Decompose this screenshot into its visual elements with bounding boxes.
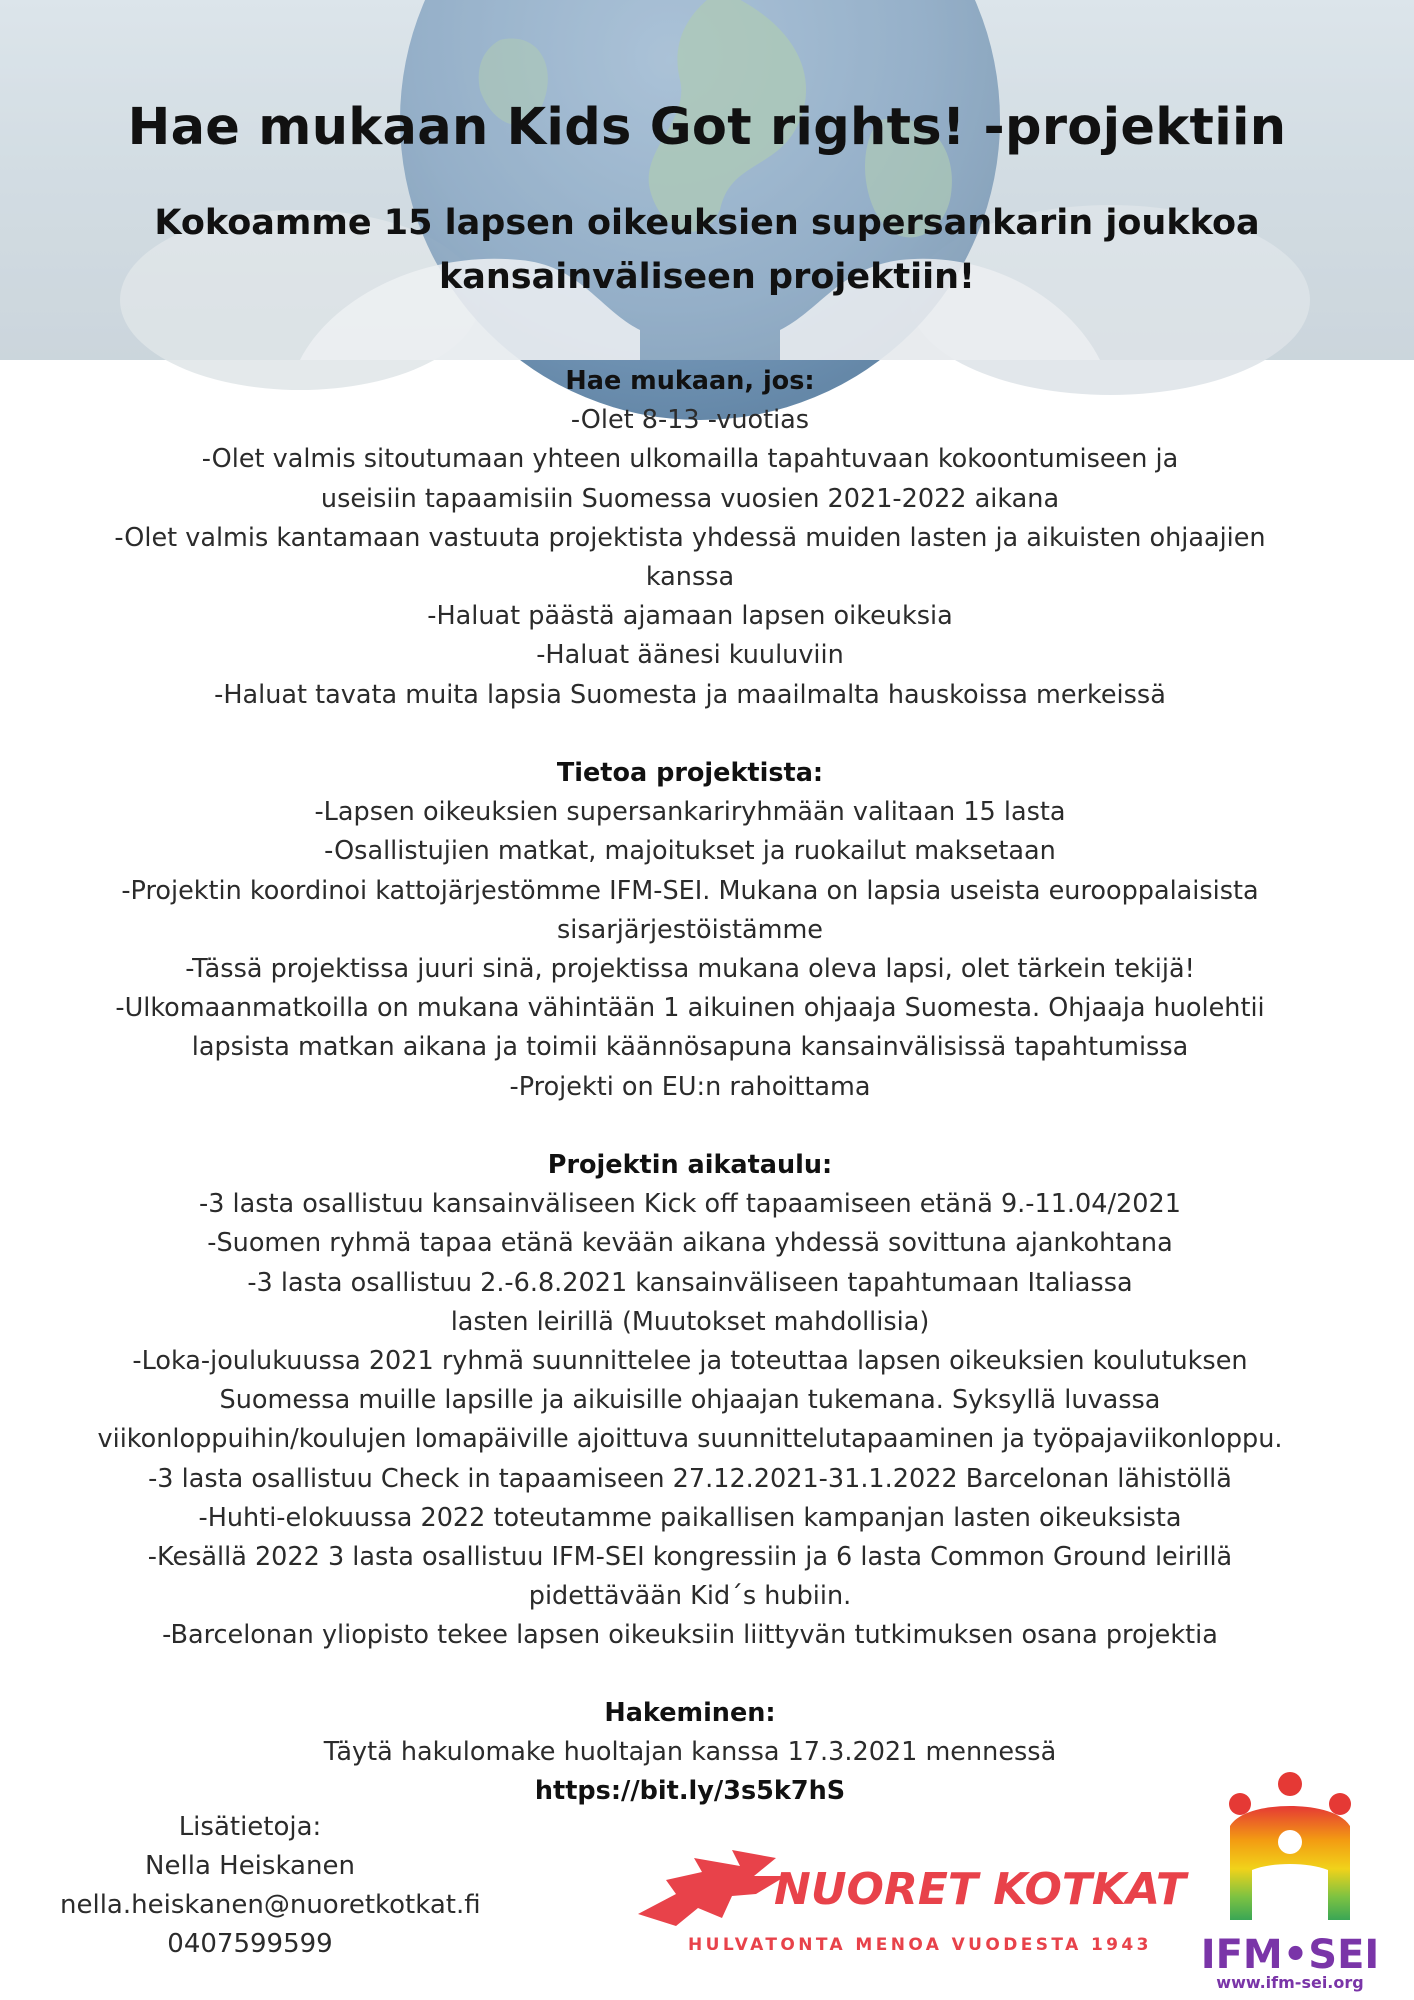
info-line: -Osallistujien matkat, majoitukset ja ruokailut maksetaan	[324, 836, 1056, 867]
ifm-sei-url: www.ifm-sei.org	[1216, 1973, 1364, 1992]
eligibility-line: -Haluat tavata muita lapsia Suomesta ja maailmalta hauskoissa merkeissä	[214, 679, 1166, 710]
schedule-line: -3 lasta osallistuu kansainväliseen Kick off tapaamiseen etänä 9.-11.04/2021	[199, 1189, 1181, 1220]
schedule-heading: Projektin aikataulu:	[547, 1150, 833, 1180]
subtitle-line: Kokoamme 15 lapsen oikeuksien supersankarin joukkoa	[154, 203, 1260, 243]
info-line: -Ulkomaanmatkoilla on mukana vähintään 1 aikuinen ohjaaja Suomesta. Ohjaaja huolehtii	[115, 993, 1265, 1024]
schedule-line: -Suomen ryhmä tapaa etänä kevään aikana yhdessä sovittuna ajankohtana	[207, 1228, 1173, 1259]
info-line: lapsista matkan aikana ja toimii käännösapuna kansainvälisissä tapahtumissa	[191, 1032, 1189, 1063]
eligibility-line: -Olet valmis sitoutumaan yhteen ulkomailla tapahtuvaan kokoontumiseen ja	[201, 444, 1179, 475]
schedule-line: viikonloppuihin/koulujen lomapäiville ajoittuva suunnittelutapaaminen ja työpajaviikonloppu.	[97, 1424, 1283, 1455]
eligibility-line: kanssa	[645, 562, 735, 593]
schedule-line: -Kesällä 2022 3 lasta osallistuu IFM-SEI kongressiin ja 6 lasta Common Ground leirillä	[147, 1542, 1233, 1573]
schedule-line: Suomessa muille lapsille ja aikuisille ohjaajan tukemana. Syksyllä luvassa	[219, 1385, 1161, 1416]
nuoret-kotkat-wordmark: NUORET KOTKAT	[774, 1864, 1186, 1915]
schedule-line: -Loka-joulukuussa 2021 ryhmä suunnittelee ja toteuttaa lapsen oikeuksien koulutuksen	[132, 1346, 1248, 1377]
apply-heading: Hakeminen:	[604, 1698, 776, 1728]
contact-email[interactable]: nella.heiskanen@nuoretkotkat.fi	[60, 1890, 481, 1920]
schedule-line: lasten leirillä (Muutokset mahdollisia)	[450, 1306, 930, 1337]
info-line: -Tässä projektissa juuri sinä, projektissa mukana oleva lapsi, olet tärkein tekijä!	[185, 954, 1195, 985]
globe-in-hands-image	[0, 0, 1414, 360]
schedule-section	[80, 1146, 1300, 1656]
info-line: sisarjärjestöistämme	[557, 914, 823, 945]
info-section	[80, 754, 1300, 1107]
eligibility-section	[80, 362, 1300, 715]
info-line: -Projekti on EU:n rahoittama	[509, 1071, 871, 1102]
nuoret-kotkat-tagline: HULVATONTA MENOA VUODESTA 1943	[688, 1935, 1152, 1955]
ifm-sei-wordmark: IFM•SEI	[1200, 1932, 1380, 1978]
eligibility-line: -Haluat päästä ajamaan lapsen oikeuksia	[427, 601, 953, 632]
schedule-line: pidettävään Kid´s hubiin.	[528, 1581, 852, 1612]
schedule-line: -Barcelonan yliopisto tekee lapsen oikeuksiin liittyvän tutkimuksen osana projektia	[162, 1620, 1218, 1651]
contact-label: Lisätietoja:	[178, 1812, 322, 1842]
contact-block	[60, 1808, 481, 1964]
schedule-line: -Huhti-elokuussa 2022 toteutamme paikallisen kampanjan lasten oikeuksista	[198, 1502, 1182, 1533]
eligibility-line: -Haluat äänesi kuuluviin	[536, 640, 844, 671]
apply-section	[80, 1694, 1300, 1812]
eagle-icon	[638, 1850, 786, 1926]
contact-name: Nella Heiskanen	[145, 1851, 355, 1881]
schedule-line: -3 lasta osallistuu Check in tapaamiseen 27.12.2021-31.1.2022 Barcelonan lähistöllä	[148, 1463, 1232, 1494]
page-subtitle	[110, 196, 1304, 304]
apply-deadline: Täytä hakulomake huoltajan kanssa 17.3.2021 mennessä	[323, 1737, 1057, 1768]
nuoret-kotkat-logo	[636, 1832, 1186, 1962]
info-line: -Projektin koordinoi kattojärjestömme IFM-SEI. Mukana on lapsia useista eurooppalaisista	[121, 875, 1259, 906]
schedule-line: -3 lasta osallistuu 2.-6.8.2021 kansainväliseen tapahtumaan Italiassa	[247, 1267, 1133, 1298]
eligibility-line: -Olet valmis kantamaan vastuuta projektista yhdessä muiden lasten ja aikuisten ohjaajien	[114, 522, 1266, 553]
eligibility-line: -Olet 8-13 -vuotias	[570, 405, 810, 436]
eligibility-heading: Hae mukaan, jos:	[565, 366, 815, 396]
page-title: Hae mukaan Kids Got rights! -projektiin	[127, 98, 1287, 157]
eligibility-line: useisiin tapaamisiin Suomessa vuosien 2021-2022 aikana	[320, 483, 1060, 514]
info-heading: Tietoa projektista:	[556, 758, 824, 788]
children-circle-icon	[1229, 1772, 1351, 1920]
ifm-sei-logo	[1200, 1770, 1380, 1990]
hero-banner	[0, 0, 1414, 360]
info-line: -Lapsen oikeuksien supersankariryhmään valitaan 15 lasta	[314, 797, 1066, 828]
subtitle-line: kansainväliseen projektiin!	[439, 257, 975, 297]
application-form-link[interactable]: https://bit.ly/3s5k7hS	[534, 1776, 846, 1807]
contact-phone: 0407599599	[167, 1929, 333, 1959]
